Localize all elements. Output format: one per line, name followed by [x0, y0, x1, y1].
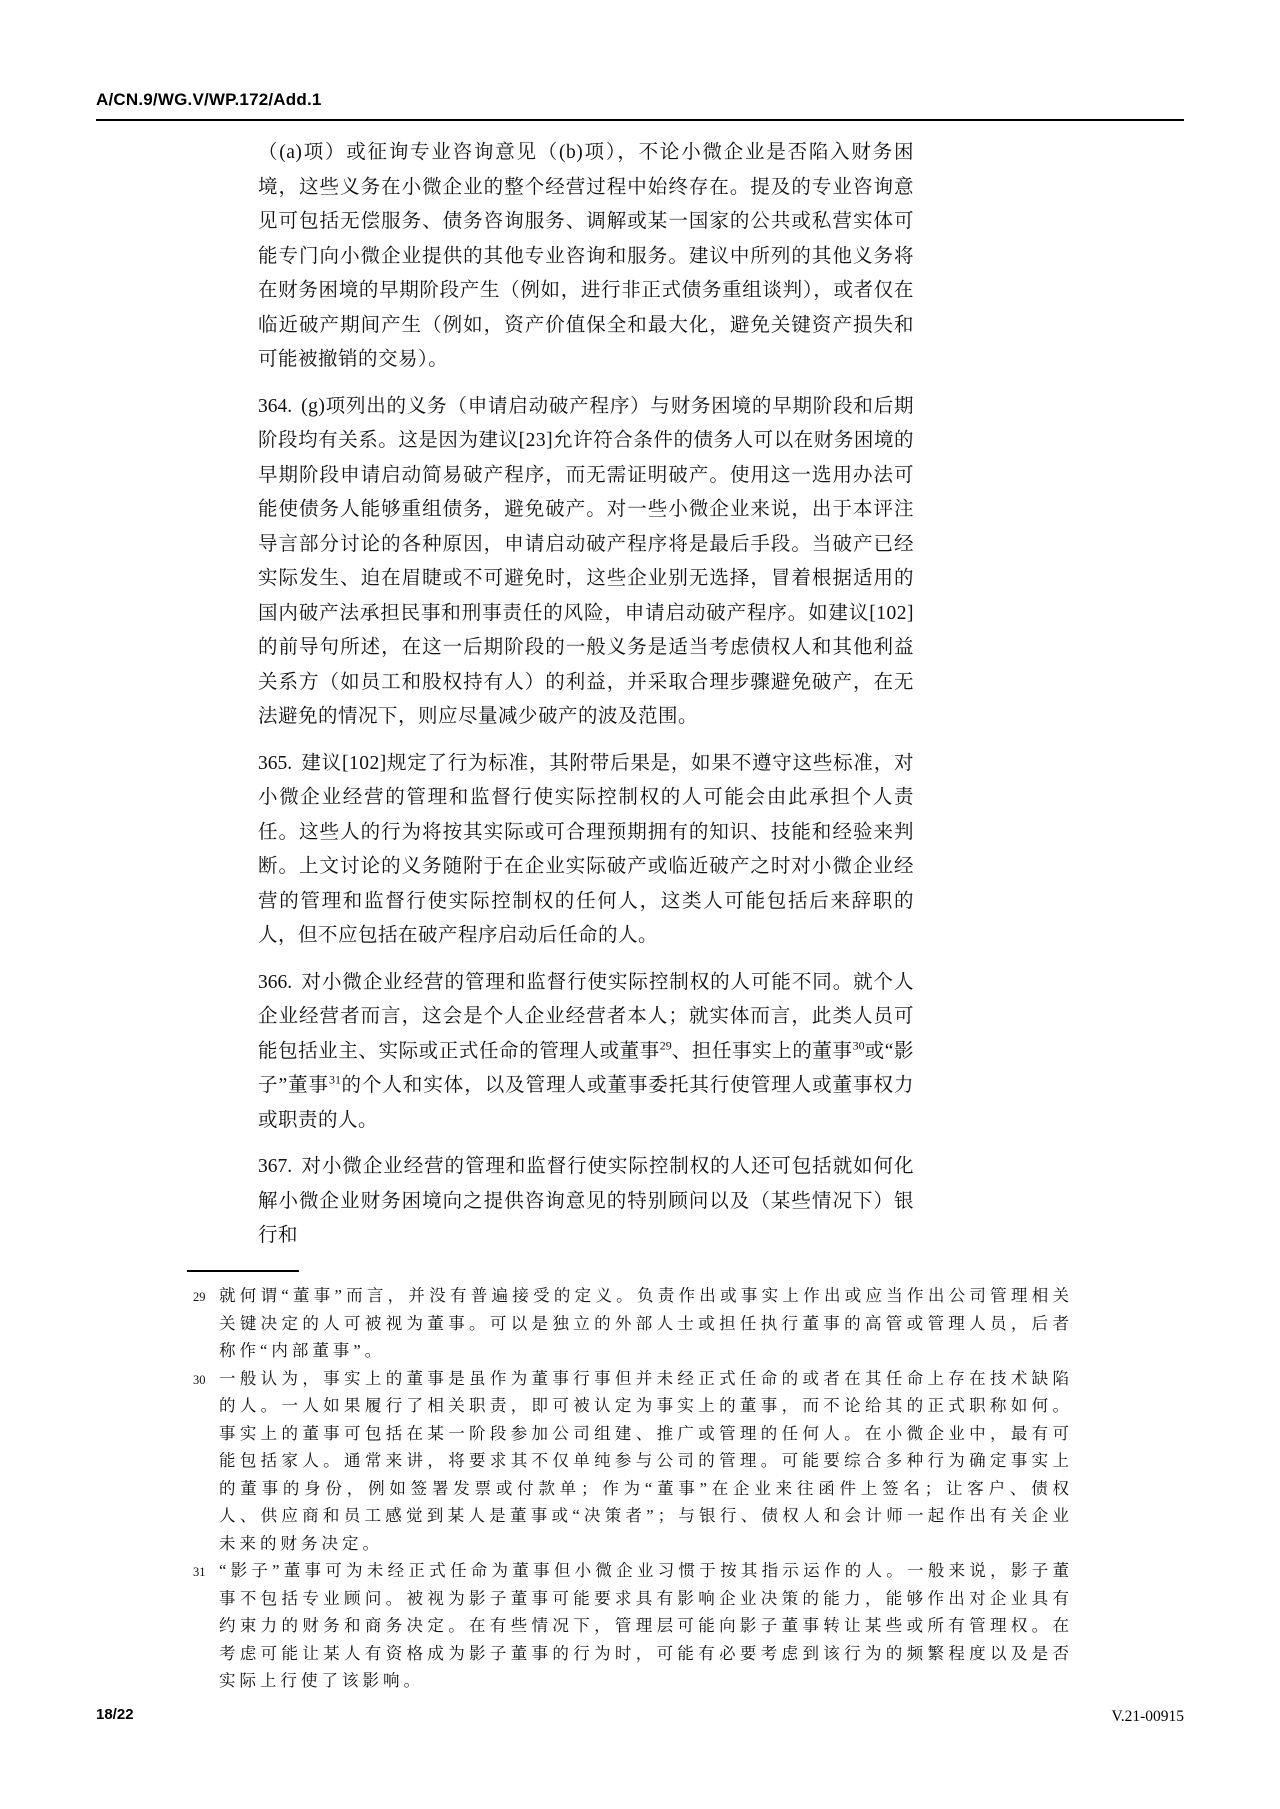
paragraph-text: 或“影子”董事 [258, 1040, 914, 1096]
paragraph-number: 366. [258, 971, 293, 993]
paragraph-text: （(a)项）或征询专业咨询意见（(b)项），不论小微企业是否陷入财务困境，这些义务在小微企业的整个经营过程中始终存在。提及的专业咨询意见可包括无偿服务、债务咨询服务、调解或某一国家的公共或私营实体可能专门向小微企业提供的其他专业咨询和服务。建议中所列的其他义务将在财务困境的早期阶段产生（例如，进行非正式债务重组谈判），或者仅在临近破产期间产生（例如，资产价值保全和最大化，避免关键资产损失和可能被撤销的交易）。 [258, 142, 914, 370]
paragraph-364 [258, 390, 914, 735]
footnote-separator [187, 1270, 299, 1272]
paragraph-number: 364. [258, 395, 293, 417]
body-text [258, 136, 914, 1266]
footnotes-section [193, 1282, 1073, 1695]
paragraph-number: 365. [258, 752, 293, 774]
paragraph-text: (g)项列出的义务（申请启动破产程序）与财务困境的早期阶段和后期阶段均有关系。这是因为建议[23]允许符合条件的债务人可以在财务困境的早期阶段申请启动简易破产程序，而无需证明破产。使用这一选用办法可能使债务人能够重组债务，避免破产。对一些小微企业来说，出于本评注导言部分讨论的各种原因，申请启动破产程序将是最后手段。当破产已经实际发生、迫在眉睫或不可避免时，这些企业别无选择，冒着根据适用的国内破产法承担民事和刑事责任的风险，申请启动破产程序。如建议[102]的前导句所述，在这一后期阶段的一般义务是适当考虑债权人和其他利益关系方（如员工和股权持有人）的利益，并采取合理步骤避免破产，在无法避免的情况下，则应尽量减少破产的波及范围。 [258, 395, 914, 727]
paragraph-text: 对小微企业经营的管理和监督行使实际控制权的人可能不同。就个人企业经营者而言，这会是个人企业经营者本人；就实体而言，此类人员可能包括业主、实际或正式任命的管理人或董事 [258, 971, 914, 1062]
footnote-number: 31 [193, 1565, 206, 1579]
footer-doc-number: V.21-00915 [1111, 1708, 1184, 1725]
header-rule [96, 119, 1184, 121]
paragraph-365 [258, 747, 914, 954]
paragraph-text: 的个人和实体，以及管理人或董事委托其行使管理人或董事权力或职责的人。 [258, 1075, 914, 1131]
footnote-text: “影子”董事可为未经正式任命为董事但小微企业习惯于按其指示运作的人。一般来说，影子董事不包括专业顾问。被视为影子董事可能要求具有影响企业决策的能力，能够作出对企业具有约束力的财务和商务决定。在有些情况下，管理层可能向影子董事转让某些或所有管理权。在考虑可能让某人有资格成为影子董事的行为时，可能有必要考虑到该行为的频繁程度以及是否实际上行使了该影响。 [219, 1561, 1073, 1690]
paragraph-number: 367. [258, 1156, 293, 1177]
footnote-29 [193, 1282, 1073, 1365]
footnote-ref-29: 29 [659, 1038, 672, 1052]
footer-page-number: 18/22 [96, 1706, 134, 1723]
footnote-30 [193, 1365, 1073, 1558]
document-symbol: A/CN.9/WG.V/WP.172/Add.1 [96, 90, 322, 109]
footnote-text: 一般认为，事实上的董事是虽作为董事行事但并未经正式任命的或者在其任命上存在技术缺陷的人。一人如果履行了相关职责，即可被认定为事实上的董事，而不论给其的正式职称如何。事实上的董事可包括在某一阶段参加公司组建、推广或管理的任何人。在小微企业中，最有可能包括家人。通常来讲，将要求其不仅单纯参与公司的管理。可能要综合多种行为确定事实上的董事的身份，例如签署发票或付款单；作为“董事”在企业来往函件上签名；让客户、债权人、供应商和员工感觉到某人是董事或“决策者”；与银行、债权人和会计师一起作出有关企业未来的财务决定。 [219, 1368, 1073, 1553]
paragraph-text: 对小微企业经营的管理和监督行使实际控制权的人还可包括就如何化解小微企业财务困境向之提供咨询意见的特别顾问以及（某些情况下）银行和 [258, 1156, 914, 1246]
footnote-ref-30: 30 [852, 1038, 865, 1052]
paragraph-366 [258, 966, 914, 1139]
footnote-ref-31: 31 [329, 1072, 342, 1087]
paragraph-text: 建议[102]规定了行为标准，其附带后果是，如果不遵守这些标准，对小微企业经营的管理和监督行使实际控制权的人可能会由此承担个人责任。这些人的行为将按其实际或可合理预期拥有的知识、技能和经验来判断。上文讨论的义务随附于在企业实际破产或临近破产之时对小微企业经营的管理和监督行使实际控制权的任何人，这类人可能包括后来辞职的人，但不应包括在破产程序启动后任命的人。 [258, 752, 914, 946]
paragraph-text: 、担任事实上的董事 [671, 1040, 853, 1062]
footnote-31 [193, 1557, 1073, 1695]
paragraph-continuation [258, 136, 914, 378]
footnote-text: 就何谓“董事”而言，并没有普遍接受的定义。负责作出或事实上作出或应当作出公司管理相关关键决定的人可被视为董事。可以是独立的外部人士或担任执行董事的高管或管理人员，后者称作“内部董事”。 [219, 1286, 1073, 1360]
paragraph-367 [258, 1150, 914, 1254]
footnote-number: 29 [193, 1290, 206, 1304]
footnote-number: 30 [193, 1372, 206, 1387]
